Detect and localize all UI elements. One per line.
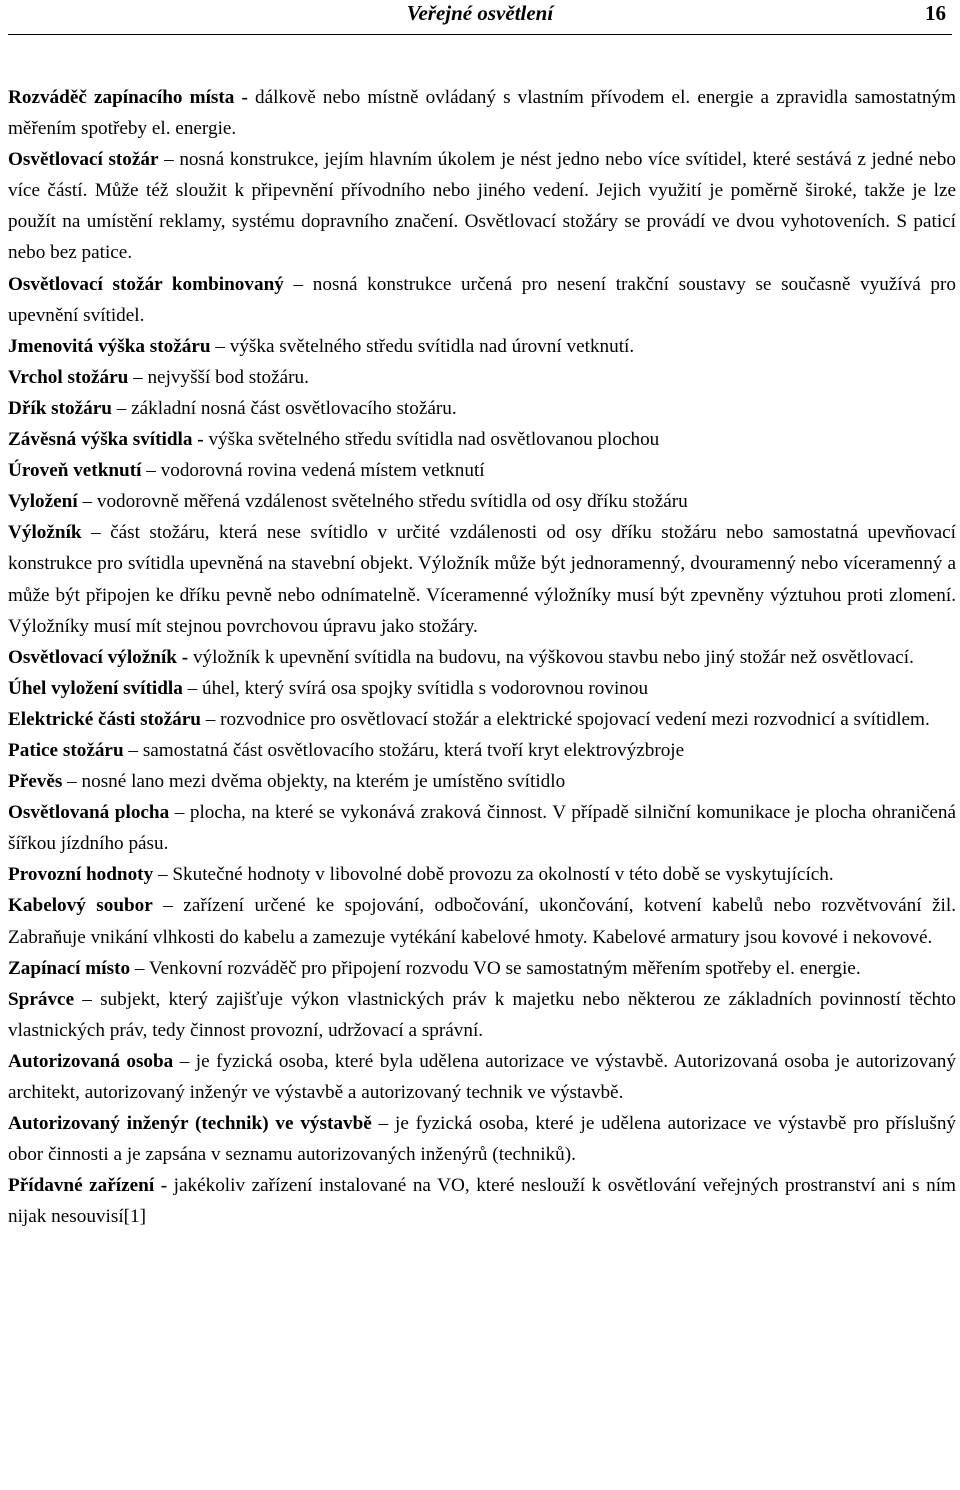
glossary-entry [8,269,956,331]
glossary-entry [8,735,956,766]
glossary-term: Vrchol stožáru [8,366,129,388]
glossary-term: Převěs [8,771,63,793]
glossary-entry [8,455,956,486]
glossary-entry [8,393,956,424]
glossary-definition: – Skutečné hodnoty v libovolné době provozu za okolností v této době se vyskytujících. [153,864,834,886]
glossary-definition: – nosná konstrukce, jejím hlavním úkolem je nést jedno nebo více svítidel, které sestává z jedné nebo více částí. Může též sloužit k připevnění přívodního nebo jiného vedení. Jejich využití je poměrně široké, takže je lze použít na umístění reklamy, systému dopravního značení. Osvětlovací stožáry se provádí ve dvou vyhotoveních. S paticí nebo bez patice. [8,149,956,264]
glossary-term: Patice stožáru [8,739,124,761]
glossary-definition: jakékoliv zařízení instalované na VO, které neslouží k osvětlování veřejných prostranství ani s ním nijak nesouvisí[1] [8,1175,956,1228]
glossary-entry [8,1170,956,1232]
glossary-term: Osvětlovací výložník - [8,646,189,668]
glossary-term: Osvětlovací stožár [8,149,159,171]
glossary-entry [8,1046,956,1108]
glossary-term: Osvětlovací stožár kombinovaný [8,273,284,295]
glossary-definition: – je fyzická osoba, které je udělena autorizace ve výstavbě pro příslušný obor činnosti a je zapsána v seznamu autorizovaných inženýrů (techniků). [8,1113,957,1166]
glossary-definition: – nejvyšší bod stožáru. [128,366,309,388]
glossary-entry [8,82,956,144]
glossary-entry [8,766,956,797]
glossary-definition: – vodorovná rovina vedená místem vetknutí [141,460,485,482]
glossary-definition: – Venkovní rozváděč pro připojení rozvodu VO se samostatným měřením spotřeby el. energie. [130,957,861,979]
glossary-term: Úroveň vetknutí [8,460,142,482]
glossary-definition: – část stožáru, která nese svítidlo v určité vzdálenosti od osy dříku stožáru nebo samostatná upevňovací konstrukce pro svítidla upevněná na stavební objekt. Výložník může být jednoramenný, dvouramenný nebo víceramenný a může být připojen ke dříku pevně nebo odnímatelně. Víceramenné výložníky musí být zpevněny výztuhou proti zlomení. Výložníky musí mít stejnou povrchovou úpravu jako stožáry. [8,522,956,637]
glossary-term: Přídavné zařízení - [8,1175,168,1197]
glossary-term: Vyložení [8,491,78,513]
glossary-entry [8,859,956,890]
glossary-entry [8,424,956,455]
glossary-entry [8,642,956,673]
glossary-definition: – úhel, který svírá osa spojky svítidla s vodorovnou rovinou [182,677,649,699]
glossary-body [8,82,956,1232]
glossary-definition: – rozvodnice pro osvětlovací stožár a elektrické spojovací vedení mezi rozvodnicí a svítidlem. [200,708,930,730]
glossary-definition: – subjekt, který zajišťuje výkon vlastnických práv k majetku nebo některou ze základních povinností těchto vlastnických práv, tedy činnost provozní, udržovací a správní. [8,988,956,1041]
glossary-entry [8,144,956,268]
glossary-entry [8,673,956,704]
glossary-definition: – plocha, na které se vykonává zraková činnost. V případě silniční komunikace je plocha ohraničená šířkou jízdního pásu. [8,802,956,855]
glossary-definition: – je fyzická osoba, které byla udělena autorizace ve výstavbě. Autorizovaná osoba je autorizovaný architekt, autorizovaný inženýr ve výstavbě a autorizovaný technik ve výstavbě. [8,1050,956,1103]
glossary-term: Elektrické části stožáru [8,708,201,730]
glossary-entry [8,797,956,859]
glossary-term: Zapínací místo [8,957,131,979]
glossary-definition: – zařízení určené ke spojování, odbočování, ukončování, kotvení kabelů nebo rozvětvování žil. Zabraňuje vnikání vlhkosti do kabelu a zamezuje vytékání kabelové hmoty. Kabelové armatury jsou kovové i nekovové. [8,895,956,948]
glossary-entry [8,953,956,984]
glossary-term: Dřík stožáru [8,397,112,419]
glossary-definition: – nosná konstrukce určená pro nesení trakční soustavy se současně využívá pro upevnění svítidel. [8,273,956,326]
glossary-definition: dálkově nebo místně ovládaný s vlastním přívodem el. energie a zpravidla samostatným měřením spotřeby el. energie. [8,87,956,140]
glossary-definition: – nosné lano mezi dvěma objekty, na kterém je umístěno svítidlo [62,771,566,793]
glossary-entry [8,704,956,735]
glossary-term: Úhel vyložení svítidla [8,677,183,699]
glossary-term: Správce [8,988,75,1010]
glossary-term: Jmenovitá výška stožáru [8,335,211,357]
glossary-entry [8,984,956,1046]
glossary-term: Autorizovaný inženýr (technik) ve výstavbě [8,1113,372,1135]
glossary-term: Závěsná výška svítidla - [8,429,204,451]
glossary-entry [8,517,956,641]
glossary-term: Osvětlovaná plocha [8,802,170,824]
glossary-term: Kabelový soubor [8,895,153,917]
glossary-definition: výška světelného středu svítidla nad osvětlovanou plochou [203,429,660,451]
glossary-entry [8,1108,956,1170]
glossary-entry [8,362,956,393]
glossary-definition: – vodorovně měřená vzdálenost světelného středu svítidla od osy dříku stožáru [77,491,688,513]
glossary-definition: – samostatná část osvětlovacího stožáru, která tvoří kryt elektrovýzbroje [123,739,685,761]
page-number: 16 [925,1,946,25]
glossary-entry [8,486,956,517]
glossary-definition: výložník k upevnění svítidla na budovu, na výškovou stavbu nebo jiný stožár než osvětlovací. [188,646,914,668]
glossary-entry [8,331,956,362]
glossary-definition: – výška světelného středu svítidla nad úrovní vetknutí. [210,335,635,357]
glossary-term: Provozní hodnoty [8,864,154,886]
glossary-definition: – základní nosná část osvětlovacího stožáru. [111,397,457,419]
glossary-term: Autorizovaná osoba [8,1050,174,1072]
page-header [8,0,952,35]
glossary-entry [8,890,956,952]
header-title: Veřejné osvětlení [406,1,554,25]
glossary-term: Výložník [8,522,82,544]
glossary-term: Rozváděč zapínacího místa - [8,87,248,108]
